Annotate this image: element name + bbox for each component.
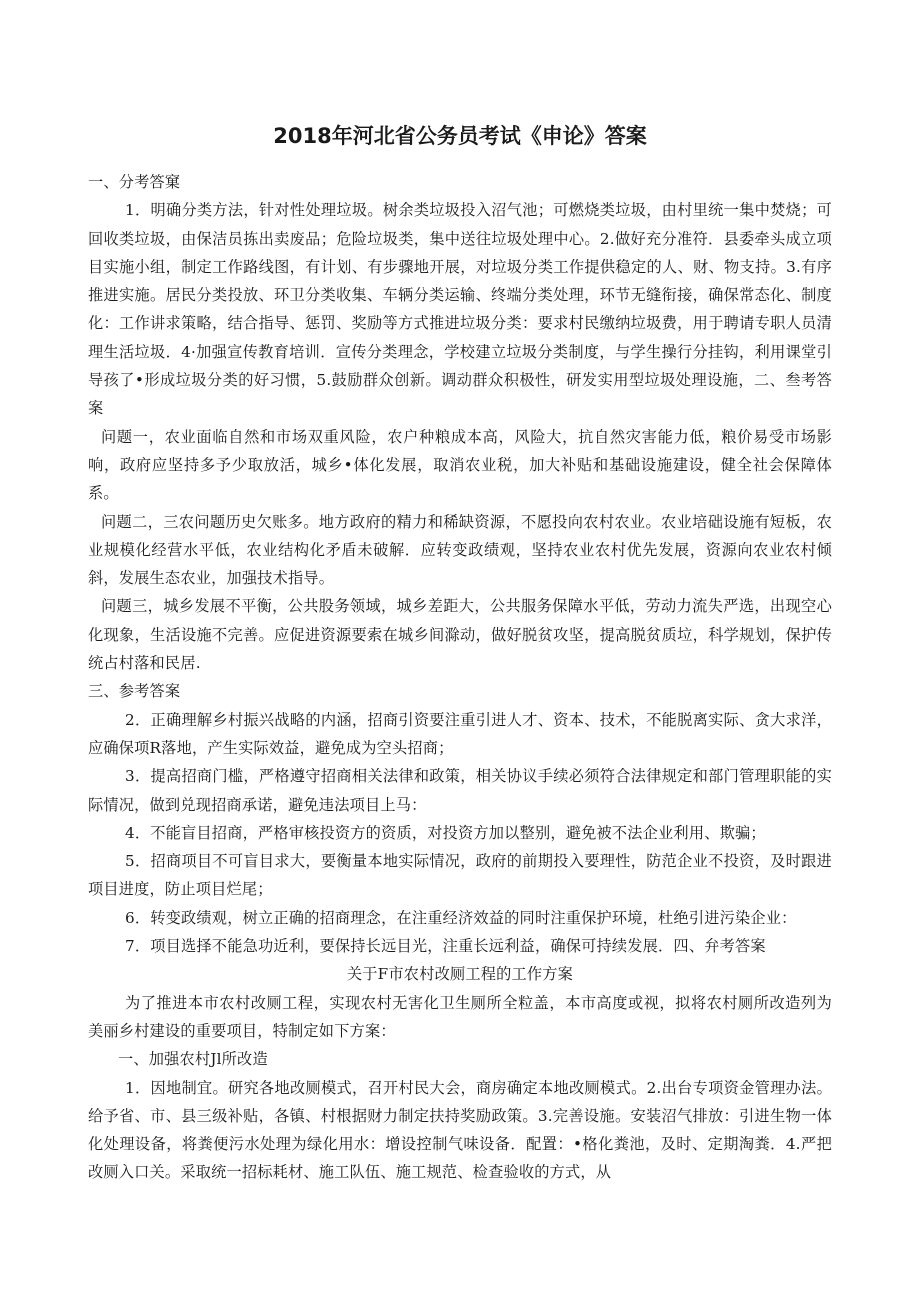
document-body [88,168,832,1187]
paragraph: 4．不能盲目招商，严格审核投资方的资质，对投资方加以整别，避免被不法企业利用、欺骗； [125,823,766,842]
paragraph: 问题二，三农问题历史欠账多。地方政府的精力和稀缺资源，不愿投向农村农业。农业培础设施有短板，农业规模化经营水平低，农业结构化矛盾未破解．应转变政绩观，坚持农业农村优先发展，资源向农业农村倾斜，发展生态农业，加强技术指导。 [88,512,832,588]
paragraph: 2．正确理解乡村振兴战略的内涵，招商引资要注重引进人才、资本、技术，不能脱离实际、贪大求洋，应确保项R落地，产生实际效益，避免成为空头招商； [88,710,832,757]
paragraph: 1．明确分类方法，针对性处理垃圾。树余类垃圾投入沼气池；可燃烧类垃圾，由村里统一集中焚烧；可回收类垃圾，由保洁员拣出卖废品；危险垃圾类，集中送往垃圾处理中心。2.做好充分准符．县委牵头成立项目实施小组，制定工作路线图，有计划、有步骤地开展，对垃圾分类工作提供稳定的人、财、物支持。3.有序推进实施。居民分类投放、环卫分类收集、车辆分类运输、终端分类处理，环节无缝衔接，确保常态化、制度化：工作讲求策略，结合指导、惩罚、奖励等方式推进垃圾分类：要求村民缴纳垃圾费，用于聘请专职人员清理生活垃圾．4·加强宣传教育培训．宣传分类理念，学校建立垃圾分类制度，与学生操行分挂钩，利用课堂引导孩了•形成垃圾分类的好习惯，5.鼓励群众创新。调动群众积极性，研发实用型垃圾处理设施，二、叁考答案 [88,201,832,418]
paragraph: 问题一，农业面临自然和市场双重风险，农户种粮成本高，风险大，抗自然灾害能力低，粮价易受市场影响，政府应坚持多予少取放活，城乡•体化发展，取消农业税，加大补贴和基础设施建设，健全社会保障体系。 [88,427,832,503]
paragraph: 7．项目选择不能急功近利，要保持长远目光，注重长远利益，确保可持续发展．四、弁考答案 [125,937,766,956]
section-heading: 三、参考答案 [88,682,181,701]
paragraph: 一、分考答窠 [88,173,181,191]
document-title: 2018年河北省公务员考试《申论》答案 [273,124,647,148]
paragraph: 为了推进本市农村改厕工程，实现农村无害化卫生厕所全粒盖，本市高度或视，拟将农村厕所改造列为美丽乡村建设的重要项目，特制定如下方案： [88,993,832,1040]
paragraph: 问题三，城乡发展不平衡，公共股务领域，城乡差距大，公共服务保障水平低，劳动力流失严选，出现空心化现象，生活设施不完善。应促进资源要索在城乡间滁动，做好脱贫攻坚，提高脱贫质垃，科学规划，保护传统占村落和民居. [88,597,832,673]
paragraph: 6．转变政绩观，树立正确的招商理念，在注重经济效益的同时注重保护环境，杜绝引进污染企业： [125,908,797,927]
plan-title: 关于F市农村改厕工程的工作方案 [346,965,574,984]
paragraph: 5．招商项目不可盲目求大，要衡量本地实际情况，政府的前期投入要理性，防范企业不投资，及时跟进项目进度，防止项目烂尾； [88,852,832,899]
paragraph: 3．提高招商门槛，严格遵守招商相关法律和政策，相关协议手续必须符合法律规定和部门管理职能的实际情况，做到兑现招商承诺，避免违法项目上马： [88,767,832,814]
section-heading: 一、加强农村Jl所改造 [118,1050,268,1069]
paragraph: 1．因地制宜。研究各地改厕模式，召开村民大会，商房确定本地改厕模式。2.出台专项资金管理办法。给予省、市、县三级补贴，各镇、村根据财力制定扶持奖励政策。3.完善设施。安装沼气排放：引进生物一体化处理设备，将粪便污水处理为绿化用水：增设控制气味设备．配置：•格化粪池，及时、定期淘粪．4.严把改厕入口关。采取统一招标耗材、施工队伍、施工规范、检查验收的方式，从 [88,1078,832,1182]
